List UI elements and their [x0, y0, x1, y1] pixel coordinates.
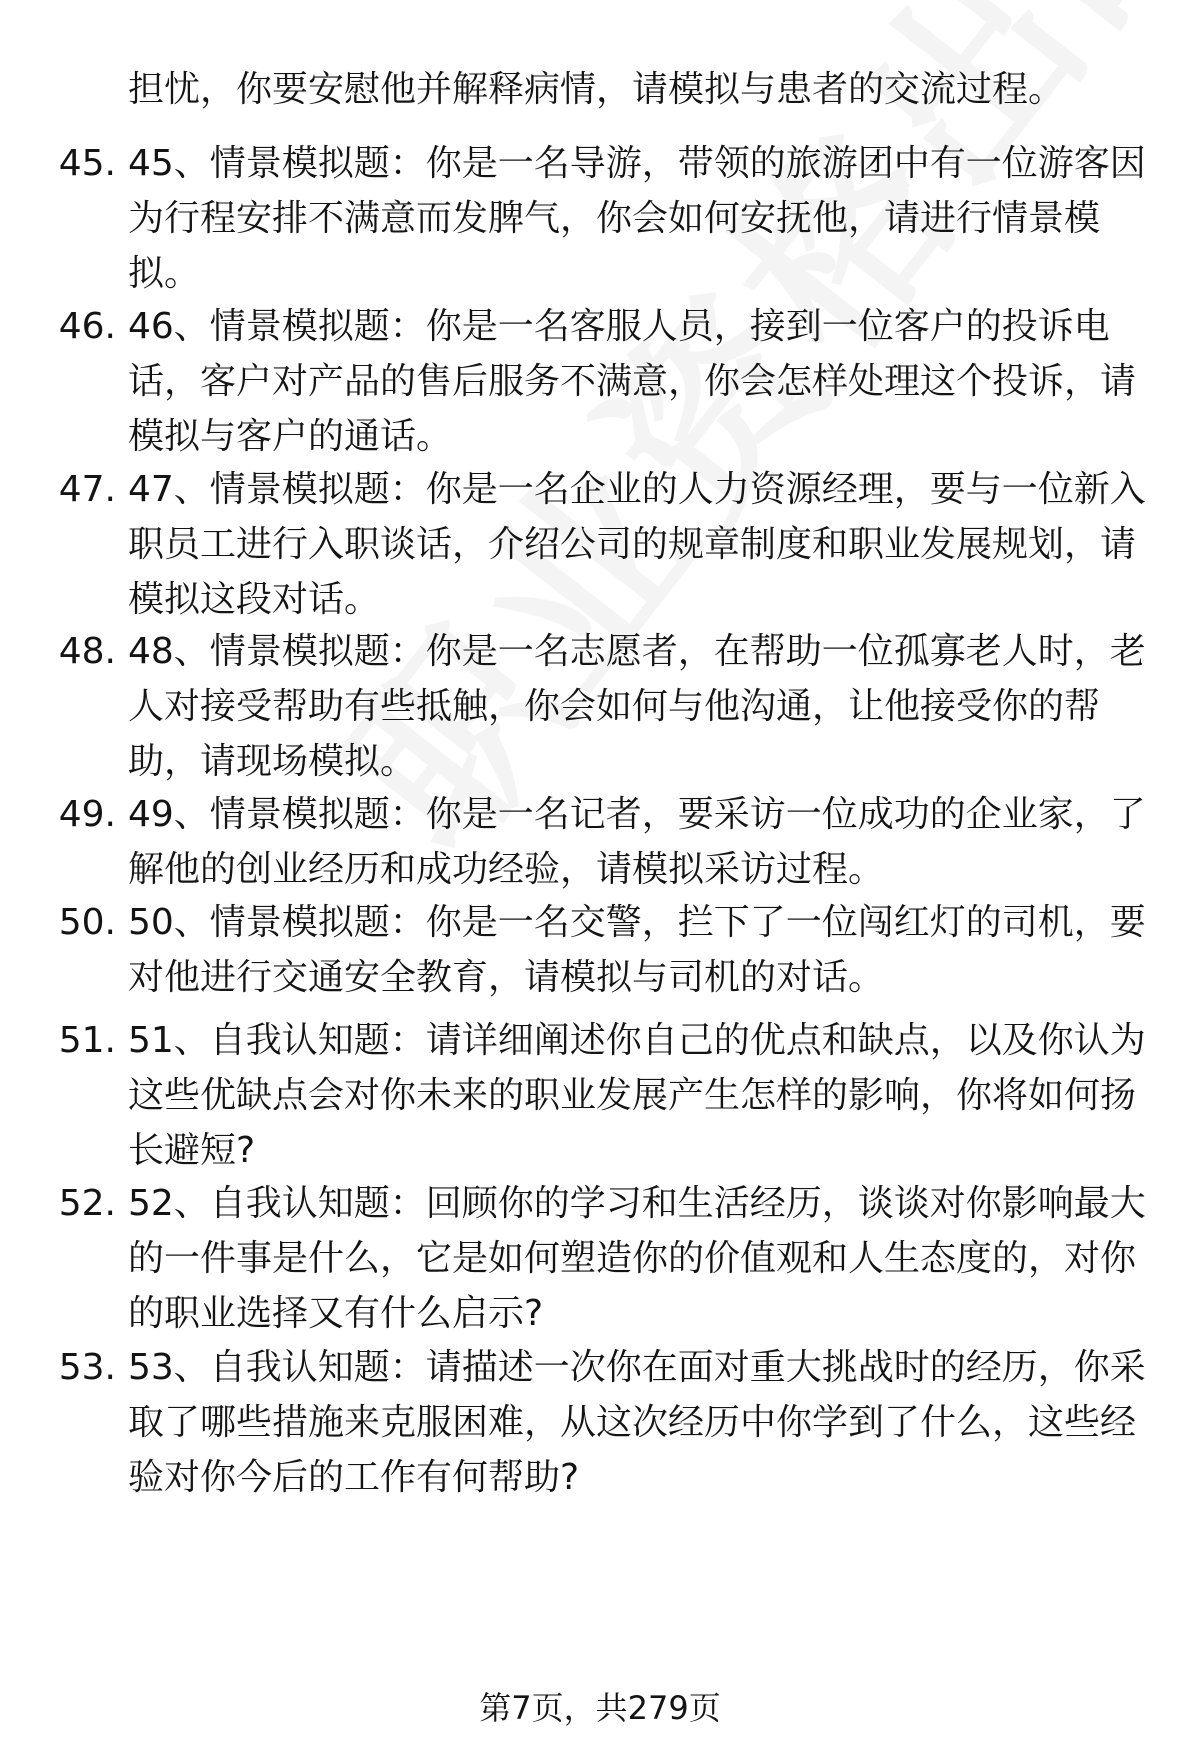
- item-number: 53.: [58, 1347, 116, 1388]
- item-number: 50.: [58, 902, 116, 943]
- continuation-text: 担忧，你要安慰他并解释病情，请模拟与患者的交流过程。: [128, 69, 1065, 110]
- item-text: 52、自我认知题：回顾你的学习和生活经历，谈谈对你影响最大的一件事是什么，它是如何塑造你的价值观和人生态度的，对你的职业选择又有什么启示?: [128, 1183, 1146, 1334]
- item-number: 45.: [58, 143, 116, 184]
- item-text: 49、情景模拟题：你是一名记者，要采访一位成功的企业家，了解他的创业经历和成功经验，请模拟采访过程。: [128, 794, 1146, 890]
- item-number: 46.: [58, 306, 116, 347]
- item-number: 49.: [58, 794, 116, 835]
- item-text: 46、情景模拟题：你是一名客服人员，接到一位客户的投诉电话，客户对产品的售后服务不满意，你会怎样处理这个投诉，请模拟与客户的通话。: [128, 306, 1137, 457]
- item-text: 50、情景模拟题：你是一名交警，拦下了一位闯红灯的司机，要对他进行交通安全教育，请模拟与司机的对话。: [128, 902, 1146, 998]
- item-number: 51.: [58, 1020, 116, 1061]
- item-text: 48、情景模拟题：你是一名志愿者，在帮助一位孤寡老人时，老人对接受帮助有些抵触，你会如何与他沟通，让他接受你的帮助，请现场模拟。: [128, 631, 1146, 782]
- item-number: 52.: [58, 1183, 116, 1224]
- item-text: 45、情景模拟题：你是一名导游，带领的旅游团中有一位游客因为行程安排不满意而发脾气，你会如何安抚他，请进行情景模拟。: [128, 143, 1146, 294]
- item-text: 47、情景模拟题：你是一名企业的人力资源经理，要与一位新入职员工进行入职谈话，介绍公司的规章制度和职业发展规划，请模拟这段对话。: [128, 469, 1146, 620]
- item-text: 51、自我认知题：请详细阐述你自己的优点和缺点，以及你认为这些优缺点会对你未来的职业发展产生怎样的影响，你将如何扬长避短?: [128, 1020, 1146, 1171]
- item-number: 48.: [58, 631, 116, 672]
- item-number: 47.: [58, 469, 116, 510]
- page-footer: 第7页，共279页: [479, 1689, 721, 1727]
- item-text: 53、自我认知题：请描述一次你在面对重大挑战时的经历，你采取了哪些措施来克服困难，从这次经历中你学到了什么，这些经验对你今后的工作有何帮助?: [128, 1347, 1146, 1498]
